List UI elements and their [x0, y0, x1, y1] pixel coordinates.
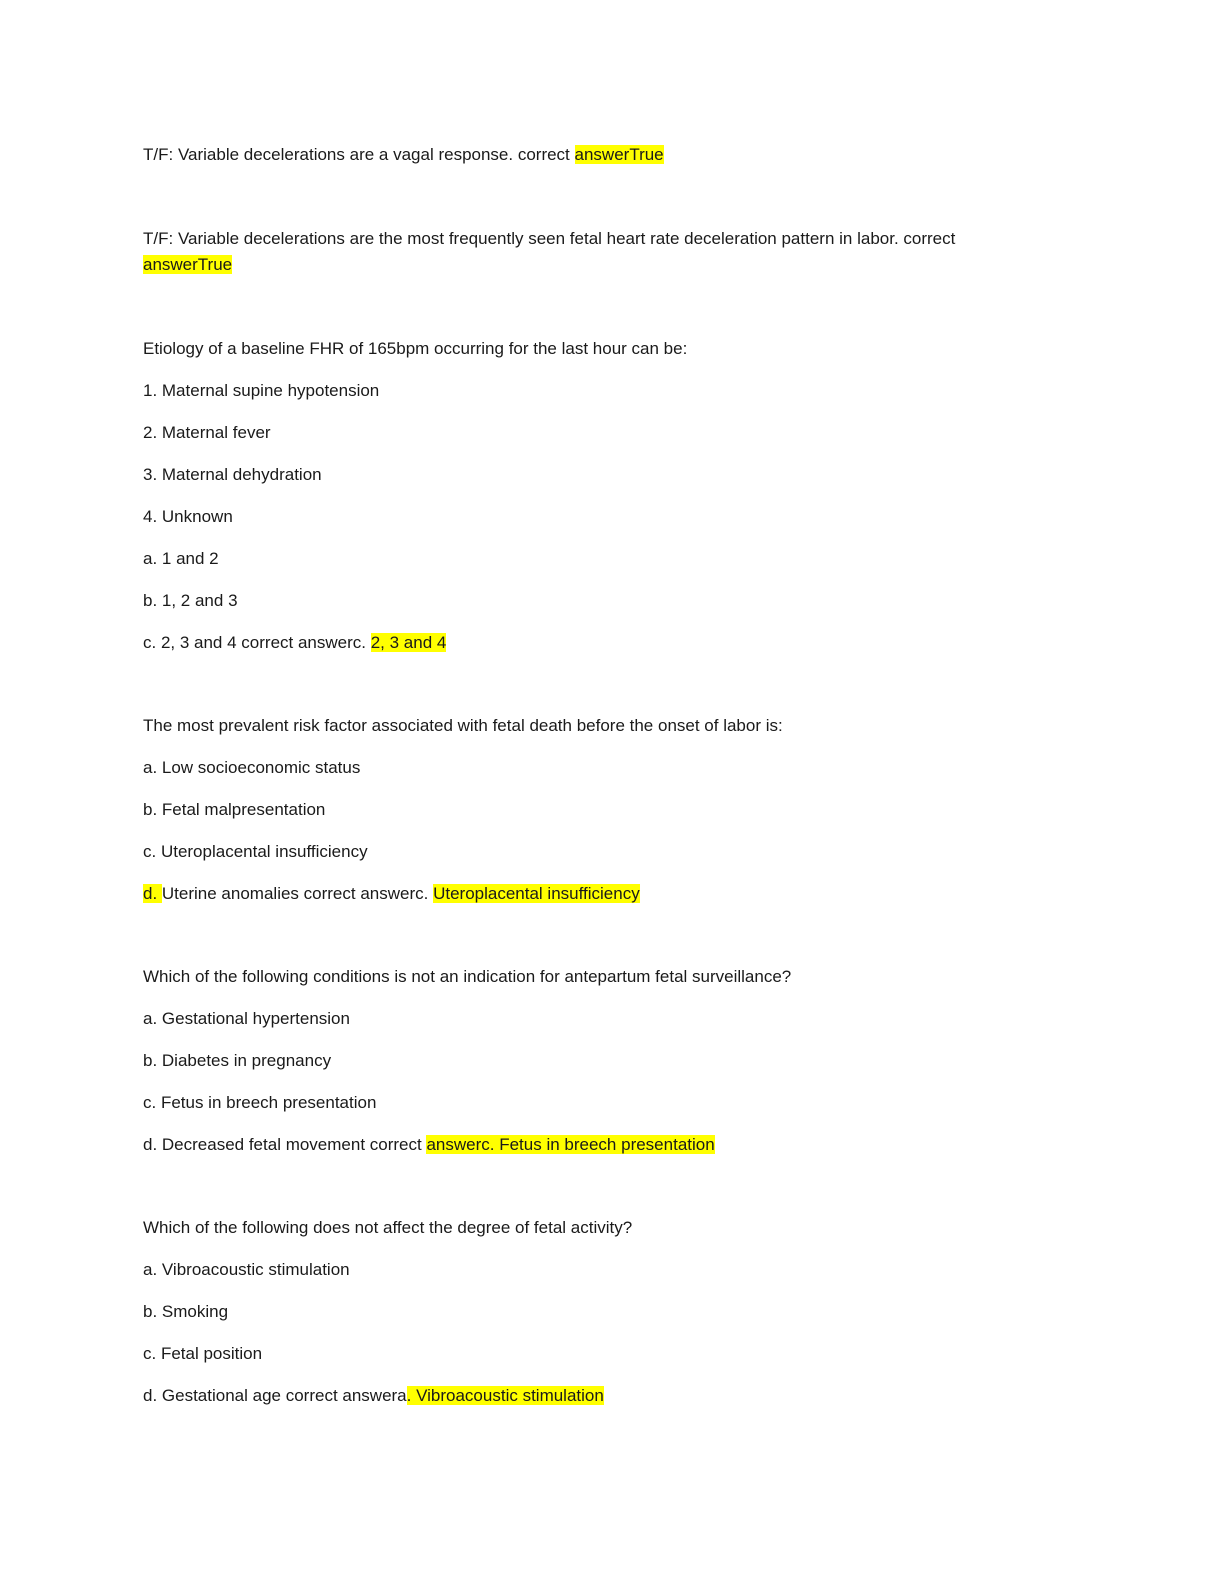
question-6-option: c. Fetal position — [143, 1344, 263, 1363]
question-4-last-prefix: d. — [143, 884, 162, 903]
question-4-stem: The most prevalent risk factor associated with fetal death before the onset of labor is: — [143, 716, 783, 735]
question-3-answer: 2, 3 and 4 — [370, 633, 447, 652]
question-3-option: a. 1 and 2 — [143, 549, 219, 568]
question-6-option: b. Smoking — [143, 1302, 229, 1321]
question-6-option: a. Vibroacoustic stimulation — [143, 1260, 350, 1279]
question-2-answer-line — [143, 254, 232, 276]
question-6-answer: . Vibroacoustic stimulation — [406, 1386, 604, 1405]
question-3-item: 4. Unknown — [143, 507, 233, 526]
question-1-answer: answerTrue — [574, 145, 664, 164]
question-3-item: 1. Maternal supine hypotension — [143, 381, 380, 400]
question-6-last-option — [143, 1385, 604, 1407]
question-3-last-option — [143, 632, 446, 654]
question-3-item: 2. Maternal fever — [143, 423, 271, 442]
question-4-last-option-text: Uterine anomalies correct answerc. — [161, 884, 434, 903]
question-2-answer: answerTrue — [143, 255, 233, 274]
question-5-stem: Which of the following conditions is not an indication for antepartum fetal surveillance? — [143, 967, 792, 986]
question-3-stem: Etiology of a baseline FHR of 165bpm occurring for the last hour can be: — [143, 339, 688, 358]
question-3-option: b. 1, 2 and 3 — [143, 591, 238, 610]
question-2-text: T/F: Variable decelerations are the most frequently seen fetal heart rate deceleration pattern in labor. correct — [143, 229, 956, 248]
question-5-option: a. Gestational hypertension — [143, 1009, 350, 1028]
question-5-last-option-text: d. Decreased fetal movement correct — [143, 1135, 427, 1154]
question-6-stem: Which of the following does not affect the degree of fetal activity? — [143, 1218, 633, 1237]
question-4-option: b. Fetal malpresentation — [143, 800, 326, 819]
question-5-answer: answerc. Fetus in breech presentation — [426, 1135, 715, 1154]
question-6-last-option-text: d. Gestational age correct answera — [143, 1386, 407, 1405]
question-4-answer: Uteroplacental insufficiency — [433, 884, 640, 903]
question-5-last-option — [143, 1134, 715, 1156]
question-1-text: T/F: Variable decelerations are a vagal response. correct — [143, 145, 575, 164]
question-3-last-option-text: c. 2, 3 and 4 correct answerc. — [143, 633, 371, 652]
question-4-last-option — [143, 883, 640, 905]
question-5-option: c. Fetus in breech presentation — [143, 1093, 377, 1112]
question-3-item: 3. Maternal dehydration — [143, 465, 322, 484]
question-4-option: c. Uteroplacental insufficiency — [143, 842, 368, 861]
question-4-option: a. Low socioeconomic status — [143, 758, 361, 777]
question-5-option: b. Diabetes in pregnancy — [143, 1051, 332, 1070]
question-1 — [143, 144, 664, 166]
